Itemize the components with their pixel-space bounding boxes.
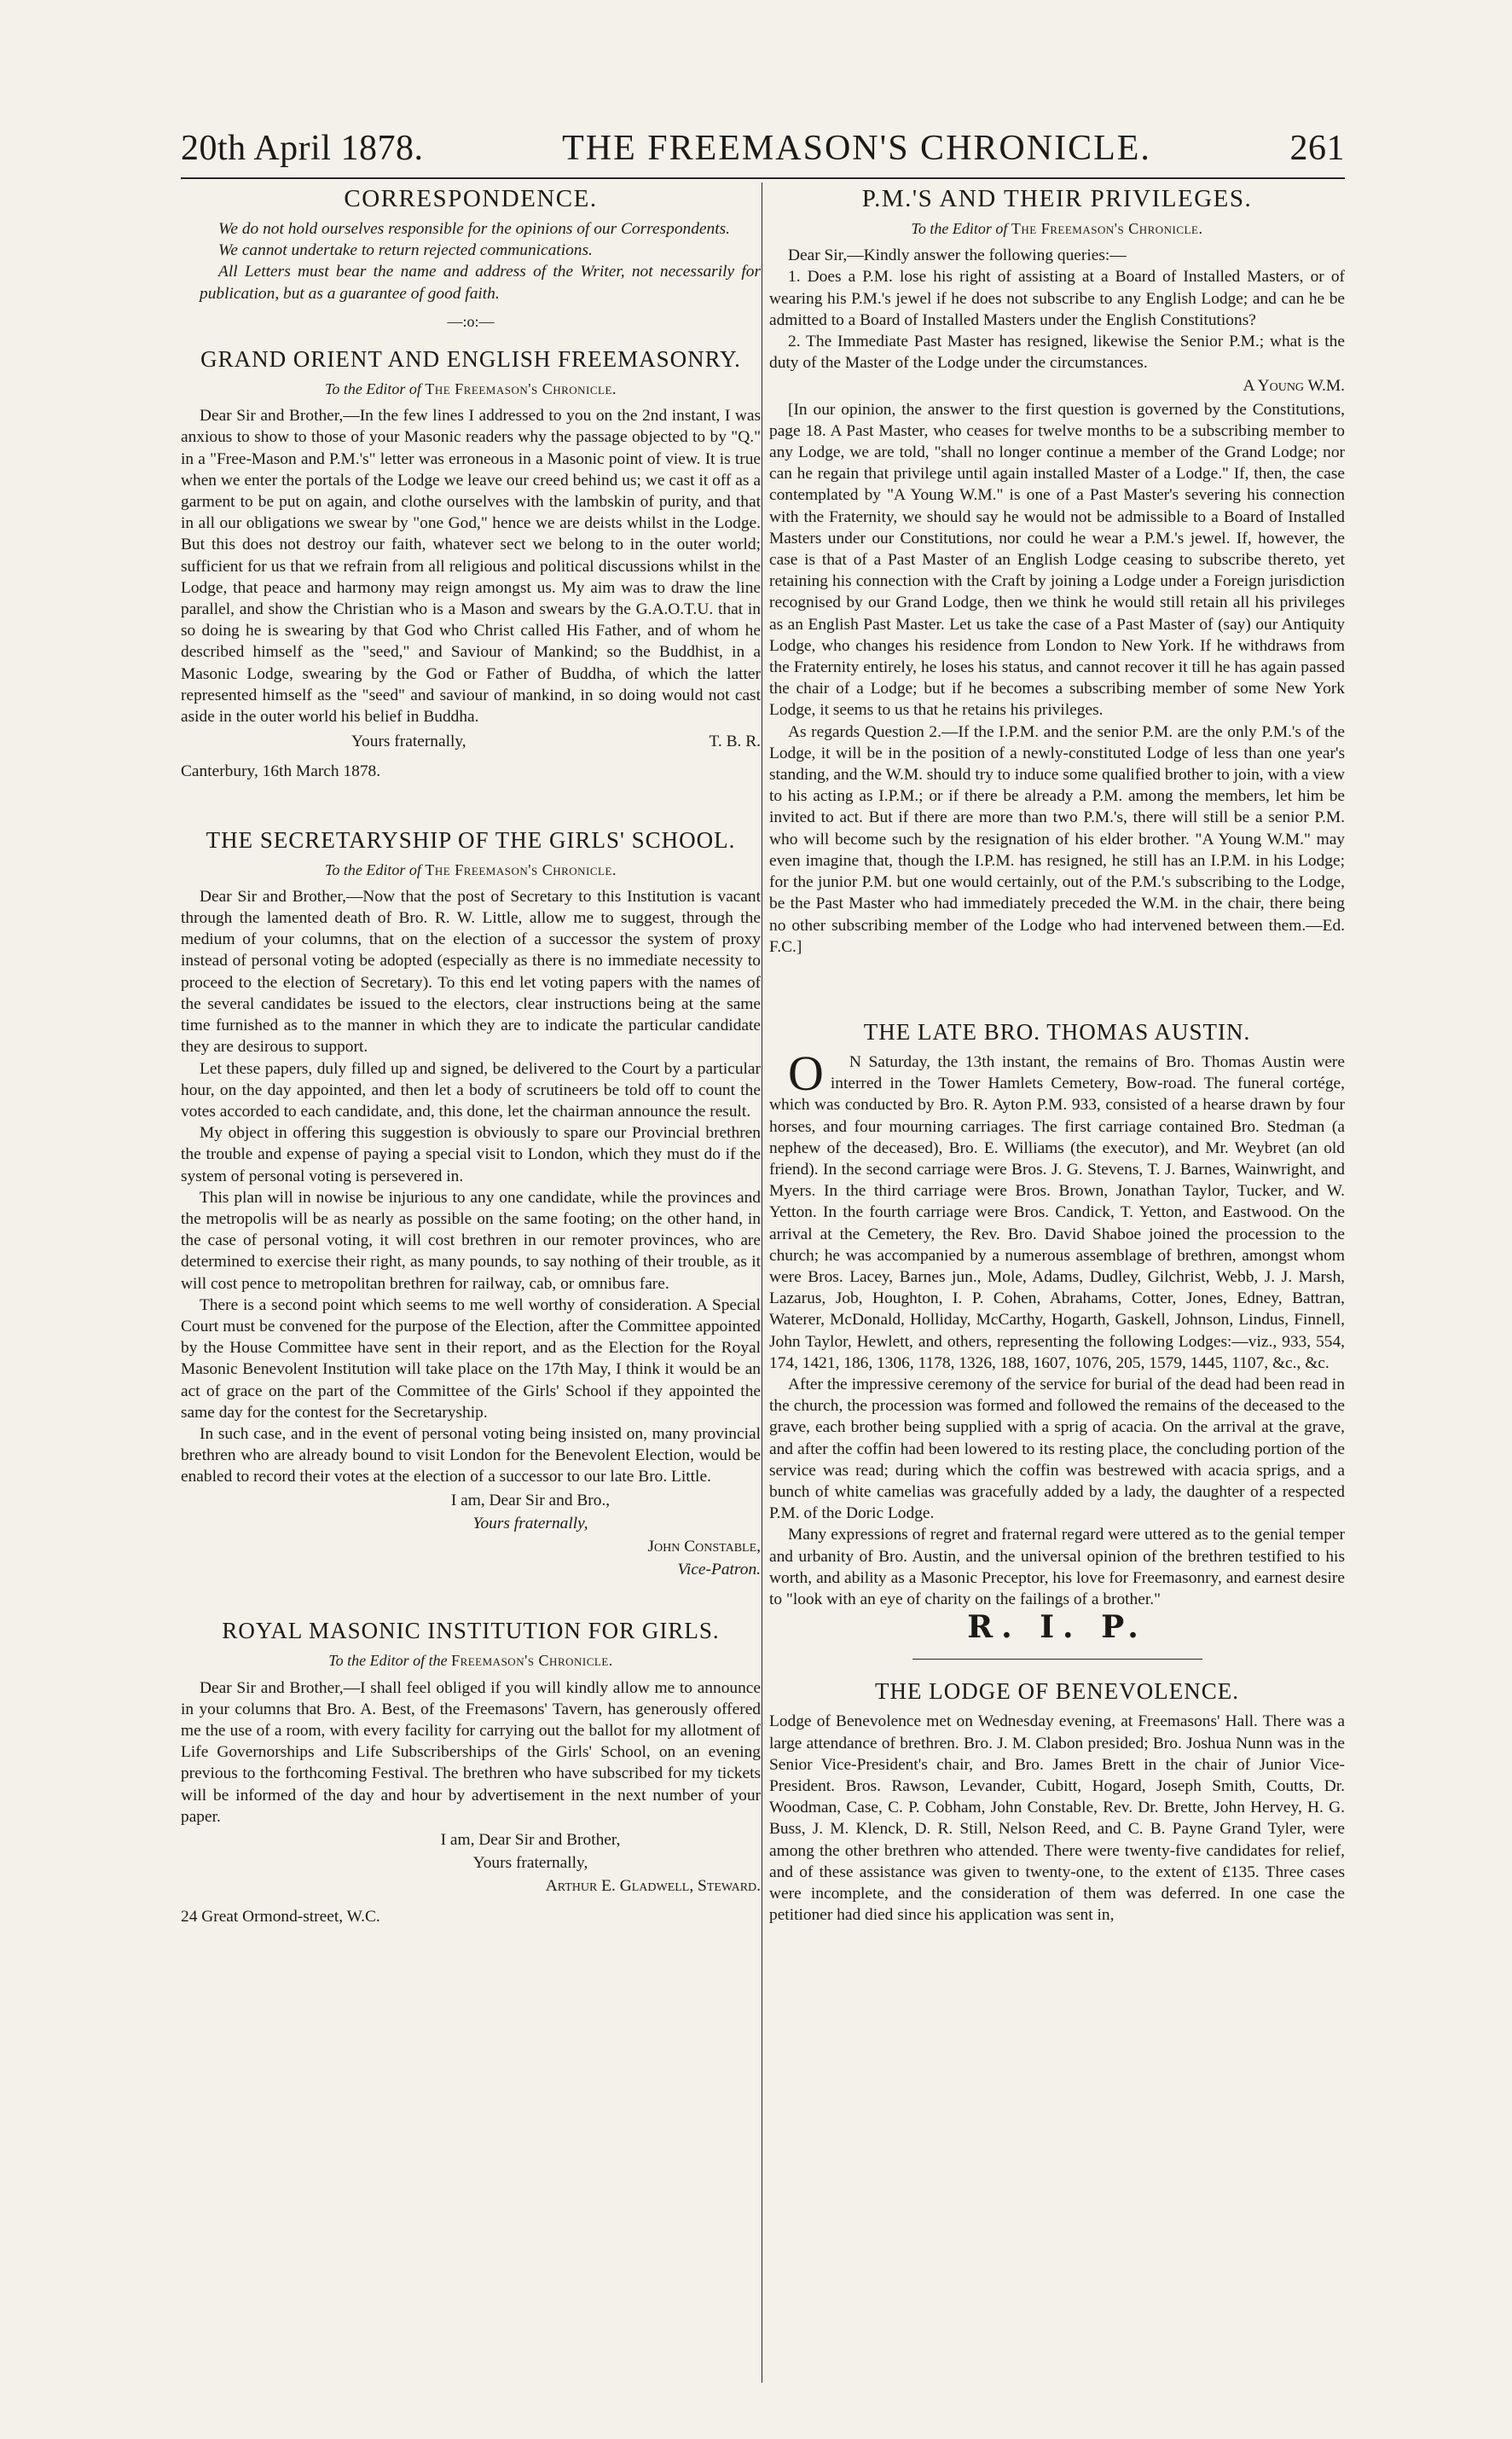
girls-school-paragraph: Let these papers, duly filled up and signed, be delivered to the Court by a particular hour, on the day appointed, and then let a body of scrutineers be told off to count the votes accorded to each candidate, and, this done, let the chairman announce the result. bbox=[181, 1059, 761, 1121]
rmig-signature: Arthur E. Gladwell, Steward. bbox=[545, 1877, 761, 1896]
girls-school-paragraph: This plan will in nowise be injurious to any one candidate, while the provinces and the metropolis will be as nearly as possible on the same footing; on the other hand, in the case of personal voting, it will cost brethren in our remoter provinces, who are determined to exercise their right, as many pounds, to say nothing of their trouble, as it will cost pence to metropolitan brethren for railway, cab, or omnibus fare. bbox=[181, 1188, 761, 1293]
girls-school-to-editor bbox=[181, 860, 761, 881]
austin-paragraph-1-text: N Saturday, the 13th instant, the remains of Bro. Thomas Austin were interred in the Tower Hamlets Cemetery, Bow-road. The funeral cortége, which was conducted by Bro. R. Ayton P.M. 933, consisted of a hearse drawn by four horses, and four mourning carriages. The first carriage contained Bro. Stedman (a nephew of the deceased), Bro. E. Williams (the executor), and Mr. Weybret (an old friend). In the second carriage were Bros. J. G. Stevens, T. J. Barnes, Wainwright, and Myers. In the third carriage were Bros. Brown, Jonathan Taylor, Tucker, and W. Yetton. In the fourth carriage were Bros. Candick, T. Yetton, and Eastwood. On the arrival at the Cemetery, the Rev. Bro. David Shaboe joined the procession to the church; he was accompanied by a numerous assemblage of brethren, amongst whom were Bros. Lacey, Barnes jun., Mole, Adams, Dudley, Gilchrist, Webb, J. J. Marsh, Lazarus, Job, Houghton, I. P. Cohen, Abrahams, Cotter, Jones, Edney, Battran, Waterer, McDonald, Holliday, McCarthy, Hogarth, Gaskell, Johnson, Lindus, Finnell, John Taylor, Hewlett, and others, representing the following Lodges:—viz., 933, 554, 174, 1421, 186, 1306, 1178, 1326, 188, 1607, 1076, 205, 1579, 1445, 1107, &c., &c. bbox=[769, 1052, 1345, 1372]
right-column bbox=[769, 184, 1345, 1926]
to-editor-prefix: To the Editor of the bbox=[328, 1652, 448, 1670]
left-column bbox=[181, 184, 761, 1936]
to-editor-paper: The Freemason's Chronicle. bbox=[425, 380, 617, 398]
girls-school-paragraph: In such case, and in the event of personal voting being insisted on, many provincial brethren who are already bound to visit London for the Benevolent Election, would be enabled to record their votes at the election of a successor to our late Bro. Little. bbox=[181, 1424, 761, 1486]
notice-rejected: We cannot undertake to return rejected communications. bbox=[218, 241, 593, 260]
spacer bbox=[181, 791, 761, 826]
grand-orient-body: Dear Sir and Brother,—In the few lines I addressed to you on the 2nd instant, I was anxious to show to those of your Masonic readers why the passage objected to by "Q." in a "Free-Mason and P.M.'s" letter was erroneous in a Masonic point of view. It is true when we enter the portals of the Lodge we leave our creed behind us; we cast it off as a garment to be put on again, and clothe ourselves with the lambskin of purity, and that in all our obligations we swear by "one God," hence we are deists whilst in the Lodge. But this does not destroy our faith, whatever sect we belong to in the outer world; sufficient for us that we refrain from all religious and political discussions whilst in the Lodge, that peace and harmony may reign amongst us. My aim was to draw the line parallel, and show the Christian who is a Mason and swears by the G.A.O.T.U. that in so doing he is swearing by that God who Christ called His Father, and of whom he described himself as the "seed," and Saviour of Mankind; so the Buddhist, in a Masonic Lodge, swearing by the God or Father of Buddha, of which the latter represented himself as the "seed" and saviour of mankind, in so doing would not cast aside in the outer world his belief in Buddha. bbox=[181, 407, 761, 727]
girls-school-title: Vice-Patron. bbox=[677, 1561, 761, 1579]
pm-privileges-signature: A Young W.M. bbox=[1243, 377, 1345, 396]
grand-orient-to-editor bbox=[181, 379, 761, 400]
issue-date: 20th April 1878. bbox=[181, 129, 424, 168]
to-editor-prefix: To the Editor of bbox=[911, 220, 1008, 237]
benevolence-heading: THE LODGE OF BENEVOLENCE. bbox=[875, 1678, 1239, 1705]
girls-school-paragraph: There is a second point which seems to me well worthy of consideration. A Special Court must be convened for the purpose of the Election, after the Committee appointed by the House Committee have sent in their report, and as the Election for the Royal Masonic Benevolent Institution will take place on the 17th May, I think it would be an act of grace on the part of the Committee of the Girls' School if they appointed the same day for the contest for the Secretaryship. bbox=[181, 1295, 761, 1422]
masthead bbox=[181, 128, 1345, 172]
girls-school-paragraph: Dear Sir and Brother,—Now that the post of Secretary to this Institution is vacant through the lamented death of Bro. R. W. Little, allow me to suggest, through the medium of your columns, that on the election of a successor the system of proxy instead of personal voting be adopted (especially as there is no immediate necessity to proceed to the election of Secretary). To this end let voting papers with the names of the several candidates be issued to the electors, clear instructions being at the same time furnished as to the manner in which they are to indicate the particular candidate they are desirous to support. bbox=[181, 887, 761, 1057]
spacer bbox=[769, 958, 1345, 1017]
rmig-closing2: Yours fraternally, bbox=[472, 1854, 588, 1873]
girls-school-closing2: Yours fraternally, bbox=[472, 1514, 588, 1532]
correspondence-heading: CORRESPONDENCE. bbox=[344, 185, 598, 212]
grand-orient-initials: T. B. R. bbox=[709, 733, 761, 751]
pm-privileges-salutation: Dear Sir,—Kindly answer the following queries:— bbox=[788, 246, 1127, 265]
notice-responsibility: We do not hold ourselves responsible for the opinions of our Correspondents. bbox=[218, 220, 731, 238]
grand-orient-heading: GRAND ORIENT AND ENGLISH FREEMASONRY. bbox=[200, 346, 741, 373]
rmig-address: 24 Great Ormond-street, W.C. bbox=[181, 1907, 380, 1926]
girls-school-closing: I am, Dear Sir and Bro., bbox=[450, 1491, 611, 1509]
to-editor-paper: The Freemason's Chronicle. bbox=[425, 860, 617, 878]
rmig-to-editor bbox=[181, 1650, 761, 1671]
newspaper-title: THE FREEMASON'S CHRONICLE. bbox=[562, 129, 1151, 168]
pm-privileges-to-editor bbox=[769, 218, 1345, 240]
grand-orient-place-date: Canterbury, 16th March 1878. bbox=[181, 762, 381, 781]
pm-privileges-editor-reply: [In our opinion, the answer to the first question is governed by the Constitutions, page 18. A Past Master, who ceases for twelve months to be a subscribing member to any Lodge, we are told, "shall no longer continue a member of the Grand Lodge; nor can he regain that privilege until again installed Master of a Lodge." If, then, the case contemplated by "A Young W.M." is one of a Past Master's severing his connection with the Fraternity, we should say he would not be admissible to a Board of Installed Masters under our Constitutions, nor could he wear a P.M.'s jewel. If, however, the case is that of a Past Master of an English Lodge ceasing to subscribe thereto, yet retaining his connection with the Craft by joining a Lodge under a Foreign jurisdiction recognised by our Grand Lodge, then we think he would still retain all his privileges as an English Past Master. Let us take the case of a Past Master of (say) our Antiquity Lodge, who changes his residence from London to New York. If he withdraws from the Fraternity entirely, he loses his status, and cannot recover it till he has again passed the chair of a Lodge; but if he becomes a subscribing member of some New York Lodge, it seems to us that he retains his privileges. bbox=[769, 400, 1345, 720]
drop-cap: O bbox=[788, 1045, 824, 1101]
grand-orient-closing: Yours fraternally, bbox=[351, 733, 466, 751]
page-number: 261 bbox=[1289, 129, 1345, 168]
rip-monogram: R. I. P. bbox=[967, 1609, 1147, 1646]
to-editor-prefix: To the Editor of bbox=[325, 380, 421, 398]
pm-privileges-heading: P.M.'S AND THEIR PRIVILEGES. bbox=[861, 185, 1253, 212]
girls-school-signature: John Constable, bbox=[647, 1537, 761, 1556]
pm-privileges-question-1: 1. Does a P.M. lose his right of assisting at a Board of Installed Masters, or of wearing his P.M.'s jewel if he does not subscribe to any English Lodge; and can he be admitted to a Board of Installed Masters under the English Constitutions? bbox=[769, 268, 1345, 329]
girls-school-heading: THE SECRETARYSHIP OF THE GIRLS' SCHOOL. bbox=[206, 826, 736, 853]
section-separator: —:o:— bbox=[447, 312, 495, 330]
to-editor-paper: Freemason's Chronicle. bbox=[451, 1652, 613, 1670]
pm-privileges-question-2: 2. The Immediate Past Master has resigned, likewise the Senior P.M.; what is the duty of the Master of the Lodge under the circumstances. bbox=[769, 333, 1345, 373]
girls-school-paragraph: My object in offering this suggestion is obviously to spare our Provincial brethren the trouble and expense of paying a special visit to London, which they must do if the system of personal voting is persevered in. bbox=[181, 1124, 761, 1185]
austin-paragraph-3: Many expressions of regret and fraternal regard were uttered as to the genial temper and urbanity of Bro. Austin, and the universal opinion of the brethren testified to his worth, and ability as a Masonic Preceptor, his love for Freemasonry, and earnest desire to "look with an eye of charity on the failings of a brother." bbox=[769, 1526, 1345, 1608]
rmig-closing: I am, Dear Sir and Brother, bbox=[440, 1831, 621, 1849]
spacer bbox=[181, 1582, 761, 1616]
benevolence-body: Lodge of Benevolence met on Wednesday evening, at Freemasons' Hall. There was a large attendance of brethren. Bro. J. M. Clabon presided; Bro. Joshua Nunn was in the Senior Vice-President's chair, and Bro. James Brett in the chair of Junior Vice-President. Bros. Rawson, Levander, Cubitt, Hogard, Joseph Smith, Coutts, Dr. Woodman, Case, C. P. Cobham, John Constable, Rev. Dr. Brette, John Hervey, H. G. Buss, J. M. Klenck, D. R. Still, Nelson Reed, and C. B. Payne Grand Tyler, were among the other brethren who attended. There were twenty-five candidates for relief, and of these assistance was given to twenty-one, to the extent of £135. Three cases were incomplete, and the consideration of them was deferred. In one case the petitioner had died since his application was sent in, bbox=[769, 1712, 1345, 1925]
masthead-rule bbox=[181, 177, 1345, 179]
notice-letters: All Letters must bear the name and address of the Writer, not necessarily for publication, but as a guarantee of good faith. bbox=[200, 263, 761, 303]
rmig-heading: ROYAL MASONIC INSTITUTION FOR GIRLS. bbox=[222, 1618, 720, 1644]
pm-privileges-editor-reply-2: As regards Question 2.—If the I.P.M. and the senior P.M. are the only P.M.'s of the Lodge, it will be in the position of a newly-constituted Lodge of less than one year's standing, and the W.M. should try to induce some qualified brother to join, with a view to his acting as I.P.M.; or if there be already a P.M. among the members, let him be invited to act. But if there are more than two P.M.'s, there will still be a senior P.M. who will become such by the resignation of his elder brother. "A Young W.M." may even imagine that, though the I.P.M. has resigned, he still has an I.P.M. in his Lodge; for the junior P.M. but one would certainly, out of the P.M.'s subscribing to the Lodge, be the Past Master who had immediately preceded the W.M. in the chair, there being no other subscribing member of the Lodge who had intervened between them.—Ed. F.C.] bbox=[769, 722, 1345, 956]
rmig-body: Dear Sir and Brother,—I shall feel obliged if you will kindly allow me to announce in your columns that Bro. A. Best, of the Freemasons' Tavern, has generously offered me the use of a room, with every facility for carrying out the ballot for my allotment of Life Governorships and Life Subscriberships of the Girls' School, on an evening previous to the forthcoming Festival. The brethren who have subscribed for my tickets will be informed of the day and hour by advertisement in the next number of your paper. bbox=[181, 1678, 761, 1826]
austin-heading: THE LATE BRO. THOMAS AUSTIN. bbox=[863, 1018, 1251, 1045]
grand-orient-signature bbox=[181, 731, 761, 752]
austin-paragraph-1 bbox=[769, 1045, 1345, 1374]
section-rule bbox=[912, 1659, 1202, 1660]
to-editor-paper: The Freemason's Chronicle. bbox=[1011, 220, 1203, 237]
to-editor-prefix: To the Editor of bbox=[325, 860, 421, 878]
austin-paragraph-2: After the impressive ceremony of the service for burial of the dead had been read in the church, the procession was formed and followed the remains of the deceased to the grave, each brother being supplied with a sprig of acacia. On the arrival at the grave, and after the coffin had been lowered to its resting place, the concluding portion of the service was read; during which the coffin was bestrewed with acacia sprigs, and a bunch of white camelias was gracefully added by a lady, the daughter of a respected P.M. of the Doric Lodge. bbox=[769, 1375, 1345, 1523]
